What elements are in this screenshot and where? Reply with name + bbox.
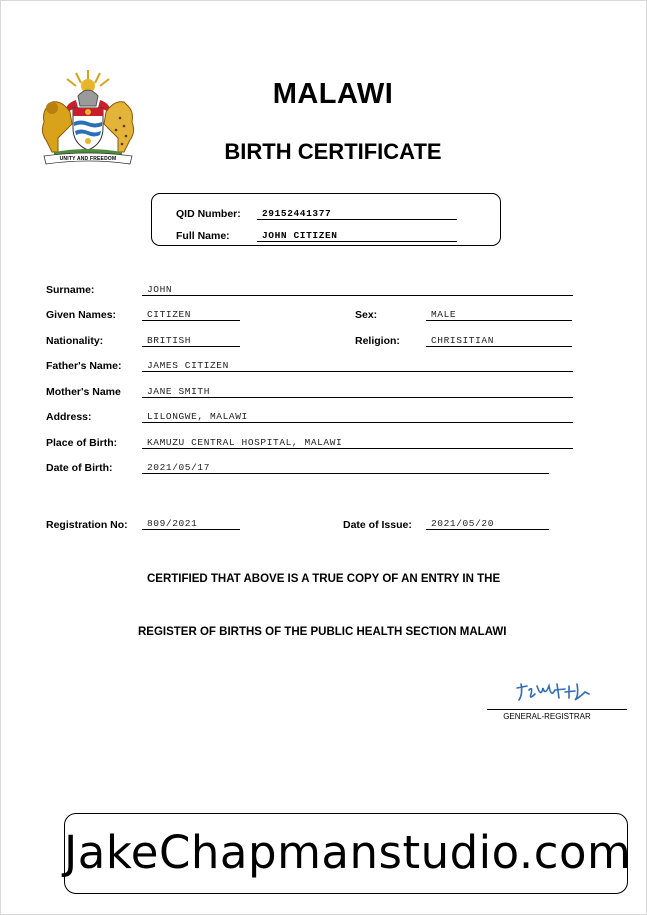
date-of-issue-label: Date of Issue: xyxy=(343,519,412,531)
nationality-label: Nationality: xyxy=(46,335,104,347)
motto-text: UNITY AND FREEDOM xyxy=(59,156,117,162)
signature-line xyxy=(487,709,627,710)
date-of-birth-label: Date of Birth: xyxy=(46,462,113,474)
religion-value: CHRISITIAN xyxy=(426,335,572,347)
qid-label: QID Number: xyxy=(176,208,241,220)
mother-name-label: Mother's Name xyxy=(46,386,121,398)
certification-line-2: REGISTER OF BIRTHS OF THE PUBLIC HEALTH SECTION MALAWI xyxy=(138,626,507,638)
certification-line-1: CERTIFIED THAT ABOVE IS A TRUE COPY OF AN ENTRY IN THE xyxy=(147,573,501,585)
date-of-birth-value: 2021/05/17 xyxy=(142,462,549,474)
registration-no-value: 809/2021 xyxy=(142,518,240,530)
given-names-value: CITIZEN xyxy=(142,309,240,321)
country-title: MALAWI xyxy=(272,78,394,110)
fullname-value: JOHN CITIZEN xyxy=(257,230,457,242)
registrar-title: GENERAL-REGISTRAR xyxy=(503,712,591,721)
surname-label: Surname: xyxy=(46,284,95,296)
document-title: BIRTH CERTIFICATE xyxy=(224,139,442,164)
qid-value: 29152441377 xyxy=(257,208,457,220)
sex-label: Sex: xyxy=(355,309,378,321)
mother-name-value: JANE SMITH xyxy=(142,386,573,398)
religion-label: Religion: xyxy=(355,335,400,347)
father-name-value: JAMES CITIZEN xyxy=(142,360,573,372)
nationality-value: BRITISH xyxy=(142,335,240,347)
place-of-birth-value: KAMUZU CENTRAL HOSPITAL, MALAWI xyxy=(142,437,573,449)
surname-value: JOHN xyxy=(142,284,573,296)
place-of-birth-label: Place of Birth: xyxy=(46,437,118,449)
registration-no-label: Registration No: xyxy=(46,519,128,531)
date-of-issue-value: 2021/05/20 xyxy=(426,518,549,530)
address-label: Address: xyxy=(46,411,92,423)
watermark-text: JakeChapmanstudio.com xyxy=(64,826,632,879)
fullname-label: Full Name: xyxy=(176,230,230,242)
signature-icon xyxy=(515,680,595,704)
sex-value: MALE xyxy=(426,309,572,321)
father-name-label: Father's Name: xyxy=(46,360,122,372)
address-value: LILONGWE, MALAWI xyxy=(142,411,573,423)
given-names-label: Given Names: xyxy=(46,309,117,321)
